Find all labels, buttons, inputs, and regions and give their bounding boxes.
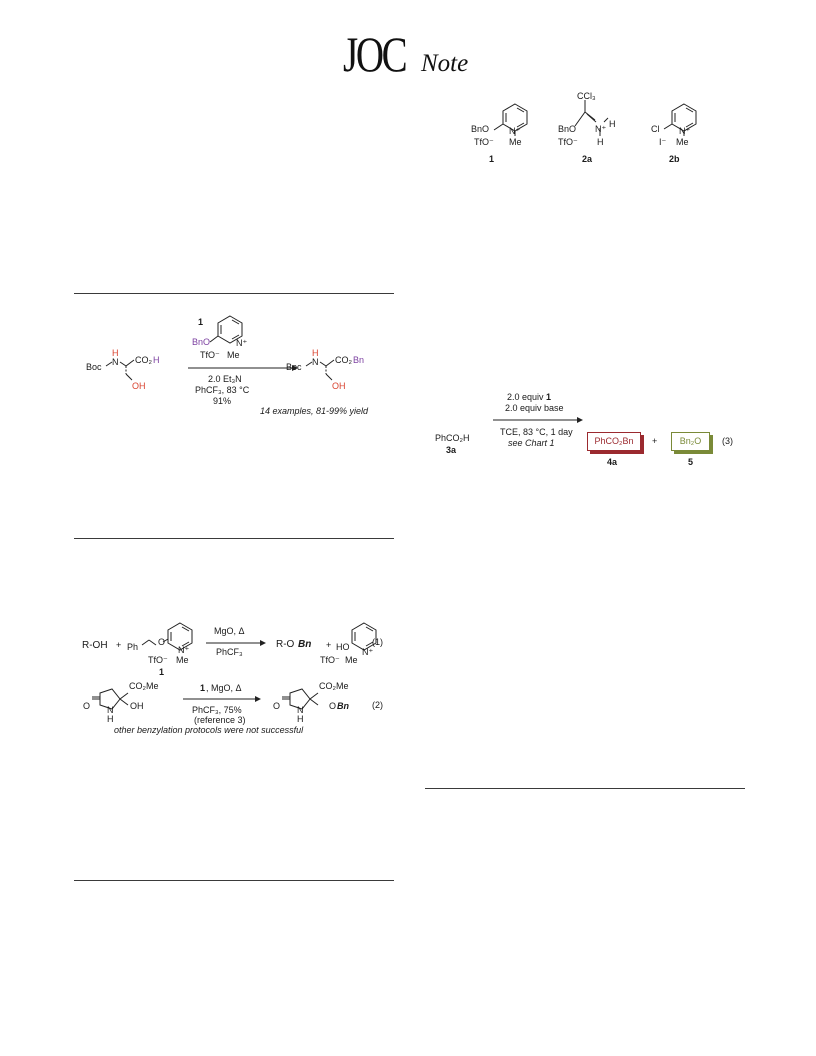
eq1-n2: N⁺ (362, 647, 374, 657)
rule-4 (425, 788, 745, 789)
prod-oh: OH (332, 381, 346, 391)
eq2-note: other benzylation protocols were not successful (114, 725, 304, 735)
eq1-product: R-O (276, 639, 295, 650)
s2a-n: N⁺ (595, 124, 607, 134)
eq2-prod-o2: O (329, 701, 337, 711)
eq2-cond2: PhCF₃, 75% (192, 705, 242, 715)
rule-1 (74, 293, 394, 294)
eq2-prod-bn: Bn (337, 701, 349, 711)
eq1-label: 1 (159, 667, 165, 677)
eq3-cond2: 2.0 equiv base (505, 403, 564, 413)
eq3-plus: + (652, 436, 658, 446)
eq2-num: (2) (372, 700, 383, 710)
sm-h: H (112, 348, 119, 358)
s2a-ccl3: CCl₃ (577, 91, 596, 101)
journal-logo (343, 26, 483, 86)
eq3-product-5-box: Bn₂O (671, 432, 710, 451)
eq1-cond-top: MgO, Δ (214, 626, 245, 636)
eq3-sm: PhCO₂H (435, 433, 470, 443)
eq3-cond4: see Chart 1 (508, 438, 555, 448)
eq2-arrow (183, 694, 261, 704)
eq1-tfo: TfO⁻ (148, 655, 168, 665)
eq1-plus1: + (116, 640, 122, 650)
reagent-n: N⁺ (236, 338, 248, 348)
eq2-sm-n: N (107, 705, 114, 715)
eq1-n: N⁺ (178, 645, 190, 655)
eq1-roh: R-OH (82, 640, 108, 651)
sm-co2: CO₂ (135, 355, 152, 365)
prod-boc: Boc (286, 362, 302, 372)
eq2-sm-h: H (107, 714, 114, 724)
eq1-product-bn: Bn (298, 639, 312, 650)
eq2-prod-h: H (297, 714, 304, 724)
eq3-prod1-label: 4a (607, 457, 618, 467)
s2b-cl: Cl (651, 124, 660, 134)
cond-yield: 91% (213, 396, 232, 406)
s1-tfo: TfO⁻ (474, 137, 494, 147)
cond-et3n: 2.0 Et₃N (208, 374, 242, 384)
s2b-i: I⁻ (659, 137, 667, 147)
eq2-cond3: (reference 3) (194, 715, 246, 725)
scheme-equations-1-2 (80, 615, 400, 735)
rule-3 (74, 880, 394, 881)
s1-me: Me (509, 137, 522, 147)
s1-bno: BnO (471, 124, 490, 134)
eq1-tfo2: TfO⁻ (320, 655, 340, 665)
eq1-o: O (158, 637, 166, 647)
eq1-me: Me (176, 655, 189, 665)
prod-h: H (312, 348, 319, 358)
s2a-bno: BnO (558, 124, 577, 134)
eq3-cond1-bold: 1 (546, 392, 552, 402)
s2b-n: N⁺ (679, 126, 691, 136)
eq1-cond-bottom: PhCF₃ (216, 647, 243, 657)
eq2-sm-co2me: CO₂Me (129, 681, 159, 691)
reagent-pyridinium-drawing (210, 310, 290, 370)
eq2-cond-top-rest: , MgO, Δ (206, 683, 242, 693)
sm-oh: OH (132, 381, 146, 391)
sm-boc: Boc (86, 362, 102, 372)
eq2-prod-o: O (273, 701, 281, 711)
sm-co2-h: H (153, 355, 160, 365)
reagent-1-label: 1 (198, 317, 204, 327)
s2a-tfo: TfO⁻ (558, 137, 578, 147)
prod-co2: CO₂ (335, 355, 352, 365)
eq2-sm-oh: OH (130, 701, 144, 711)
eq3-cond1-pre: 2.0 equiv (507, 392, 547, 402)
eq1-num: (1) (372, 637, 383, 647)
s2a-h2: H (597, 137, 604, 147)
s2a-label: 2a (582, 154, 593, 164)
eq1-me2: Me (345, 655, 358, 665)
logo-main: JOC (343, 26, 406, 82)
eq3-cond3: TCE, 83 °C, 1 day (500, 427, 573, 437)
s1-n: N⁺ (509, 126, 521, 136)
eq2-sm-o: O (83, 701, 91, 711)
s2b-me: Me (676, 137, 689, 147)
eq1-plus2: + (326, 640, 332, 650)
scheme-equation-3 (430, 390, 750, 470)
eq3-sm-label: 3a (446, 445, 457, 455)
eq2-cond-top-bold: 1 (200, 683, 206, 693)
eq2-prod-co2me: CO₂Me (319, 681, 349, 691)
reagent-bno: BnO (192, 337, 211, 347)
scheme-serine (80, 300, 400, 460)
prod-n: N (312, 357, 319, 367)
eq3-arrow (493, 415, 583, 425)
eq3-product-4a-box: PhCO₂Bn (587, 432, 641, 451)
scheme-serine-note: 14 examples, 81-99% yield (260, 406, 369, 416)
cond-solvent: PhCF₃, 83 °C (195, 385, 250, 395)
eq1-ho: HO (336, 642, 350, 652)
serine-sm-drawing (80, 340, 170, 410)
prod-bn: Bn (353, 355, 365, 365)
eq3-num: (3) (722, 436, 733, 446)
eq3-prod2-label: 5 (688, 457, 694, 467)
reagent-me: Me (227, 350, 240, 360)
eq1-ph: Ph (127, 642, 139, 652)
logo-sub: Note (421, 50, 469, 77)
eq3-cond1 (507, 392, 551, 403)
s1-label: 1 (489, 154, 495, 164)
serine-product-drawing (280, 340, 370, 410)
sm-n: N (112, 357, 119, 367)
reagent-tfo: TfO⁻ (200, 350, 220, 360)
reagent-structures (460, 90, 720, 180)
eq2-prod-n: N (297, 705, 304, 715)
rule-2 (74, 538, 394, 539)
s2b-label: 2b (669, 154, 680, 164)
s2a-h1: H (609, 119, 616, 129)
